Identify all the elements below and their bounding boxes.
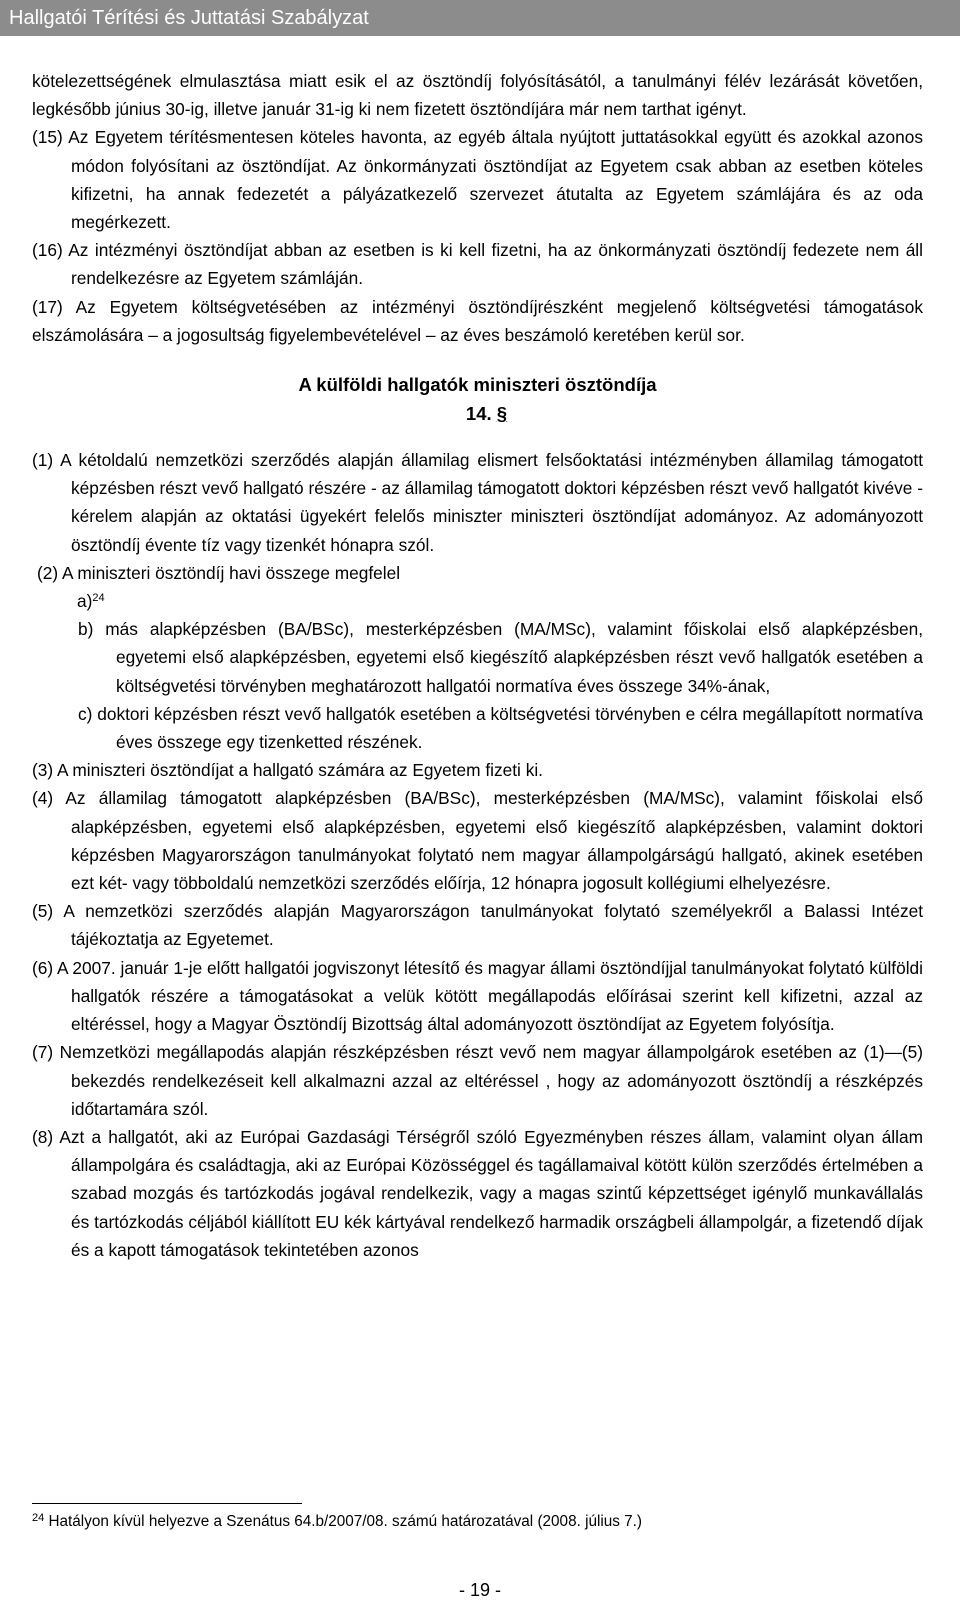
paragraph-17: (17) Az Egyetem költségvetésében az intézményi ösztöndíjrészként megjelenő költségvetési támogatások elszámolására – a jogosultság figyelembevételével – az éves beszámoló keretében kerül sor. (32, 296, 923, 345)
point-b: b) más alapképzésben (BA/BSc), mesterképzésben (MA/MSc), valamint főiskolai első alapképzésben, egyetemi első alapképzésben, egyetemi első kiegészítő alapképzésben részt vevő hallgatók esetében a költségvetési törvényben meghatározott hallgatói normatíva éves összege 34%-ának, (78, 619, 923, 696)
section-paragraph-7: (7) Nemzetközi megállapodás alapján részképzésben részt vevő nem magyar állampolgárok esetében az (1)—(5) bekezdés rendelkezéseit kell alkalmazni azzal az eltéréssel , hogy az adományozott ösztöndíj a részképzés időtartamára szól. (32, 1042, 923, 1119)
section-paragraph-1: (1) A kétoldalú nemzetközi szerződés alapján államilag elismert felsőoktatási intézményben államilag támogatott képzésben részt vevő hallgató részére - az államilag támogatott doktori képzésben részt vevő hallgatót kivéve - kérelem alapján az oktatási ügyekért felelős miniszter miniszteri ösztöndíjat adományoz. Az adományozott ösztöndíj évente tíz vagy tizenkét hónapra szól. (32, 450, 923, 555)
paragraph-15: (15) Az Egyetem térítésmentesen köteles havonta, az egyéb általa nyújtott juttatásokkal együtt és azokkal azonos módon folyósítani az ösztöndíjat. Az önkormányzati ösztöndíjat az Egyetem csak abban az esetben köteles kifizetni, ha annak fedezetét a pályázatkezelő szervezet átutalta az Egyetem számlájára és az oda megérkezett. (32, 127, 923, 233)
paragraph-16: (16) Az intézményi ösztöndíjat abban az esetben is ki kell fizetni, ha az önkormányzati ösztöndíj fedezete nem áll rendelkezésre az Egyetem számláján. (32, 240, 923, 289)
section-paragraph-5: (5) A nemzetközi szerződés alapján Magyarországon tanulmányokat folytató személyekről a Balassi Intézet tájékoztatja az Egyetemet. (32, 901, 923, 950)
document-body (32, 67, 923, 1264)
header-bar (0, 0, 960, 36)
section-sign: § (496, 403, 508, 425)
point-c: c) doktori képzésben részt vevő hallgatók esetében a költségvetési törvényben e célra megállapított normatíva éves összege egy tizenketted részének. (78, 703, 923, 753)
section-paragraph-3: (3) A miniszteri ösztöndíjat a hallgató számára az Egyetem fizeti ki. (32, 760, 543, 781)
section-paragraph-2: (2) A miniszteri ösztöndíj havi összege megfelel (37, 562, 401, 583)
footnote-divider (32, 1503, 302, 1504)
footnote-ref-24: 24 (92, 592, 105, 605)
point-a (32, 587, 923, 615)
document-title: Hallgatói Térítési és Juttatási Szabályzat (9, 7, 369, 29)
section-title: A külföldi hallgatók miniszteri ösztöndíja (298, 374, 657, 396)
section-paragraph-6: (6) A 2007. január 1-je előtt hallgatói jogviszonyt létesítő és magyar állami ösztöndíjjal tanulmányokat folytató külföldi hallgatók részére a támogatásokat a velük kötött megállapodás előírásai szerint kell kifizetni, azzal az eltéréssel, hogy a Magyar Ösztöndíj Bizottság által adományozott ösztöndíjat az Egyetem folyósítja. (32, 957, 923, 1035)
footnote-number: 24 (32, 1512, 45, 1524)
page-number: - 19 - (458, 1580, 501, 1600)
section-number (32, 400, 923, 428)
continued-paragraph: kötelezettségének elmulasztása miatt esik el az ösztöndíj folyósításától, a tanulmányi félév lezárását követően, legkésőbb június 30-ig, illetve január 31-ig ki nem fizetett ösztöndíjára már nem tarthat igényt. (32, 71, 923, 120)
point-a-label: a) (77, 591, 93, 612)
footnote (32, 1510, 923, 1534)
section-number-value: 14. (465, 403, 492, 425)
section-paragraph-8: (8) Azt a hallgatót, aki az Európai Gazdasági Térségről szóló Egyezményben részes állam, valamint olyan állam állampolgára és családtagja, aki az Európai Közösséggel és tagállamaival kötött külön szerződés értelmében a szabad mozgás és tartózkodás jogával rendelkezik, vagy a magas szintű képzettséget igénylő munkavállalás és tartózkodás céljából kiállított EU kék kártyával rendelkező harmadik országbeli állampolgár, a fizetendő díjak és a kapott támogatások tekintetében azonos (32, 1126, 923, 1260)
section-paragraph-4: (4) Az államilag támogatott alapképzésben (BA/BSc), mesterképzésben (MA/MSc), valamint főiskolai első alapképzésben, egyetemi első alapképzésben, egyetemi első kiegészítő alapképzésben, valamint doktori képzésben Magyarországon tanulmányokat folytató nem magyar állampolgárságú hallgató, akinek esetében ezt két- vagy többoldalú nemzetközi szerződés előírja, 12 hónapra jogosult kollégiumi elhelyezésre. (32, 788, 923, 894)
footnote-text: Hatályon kívül helyezve a Szenátus 64.b/2007/08. számú határozatával (2008. július 7.) (48, 1513, 643, 1530)
